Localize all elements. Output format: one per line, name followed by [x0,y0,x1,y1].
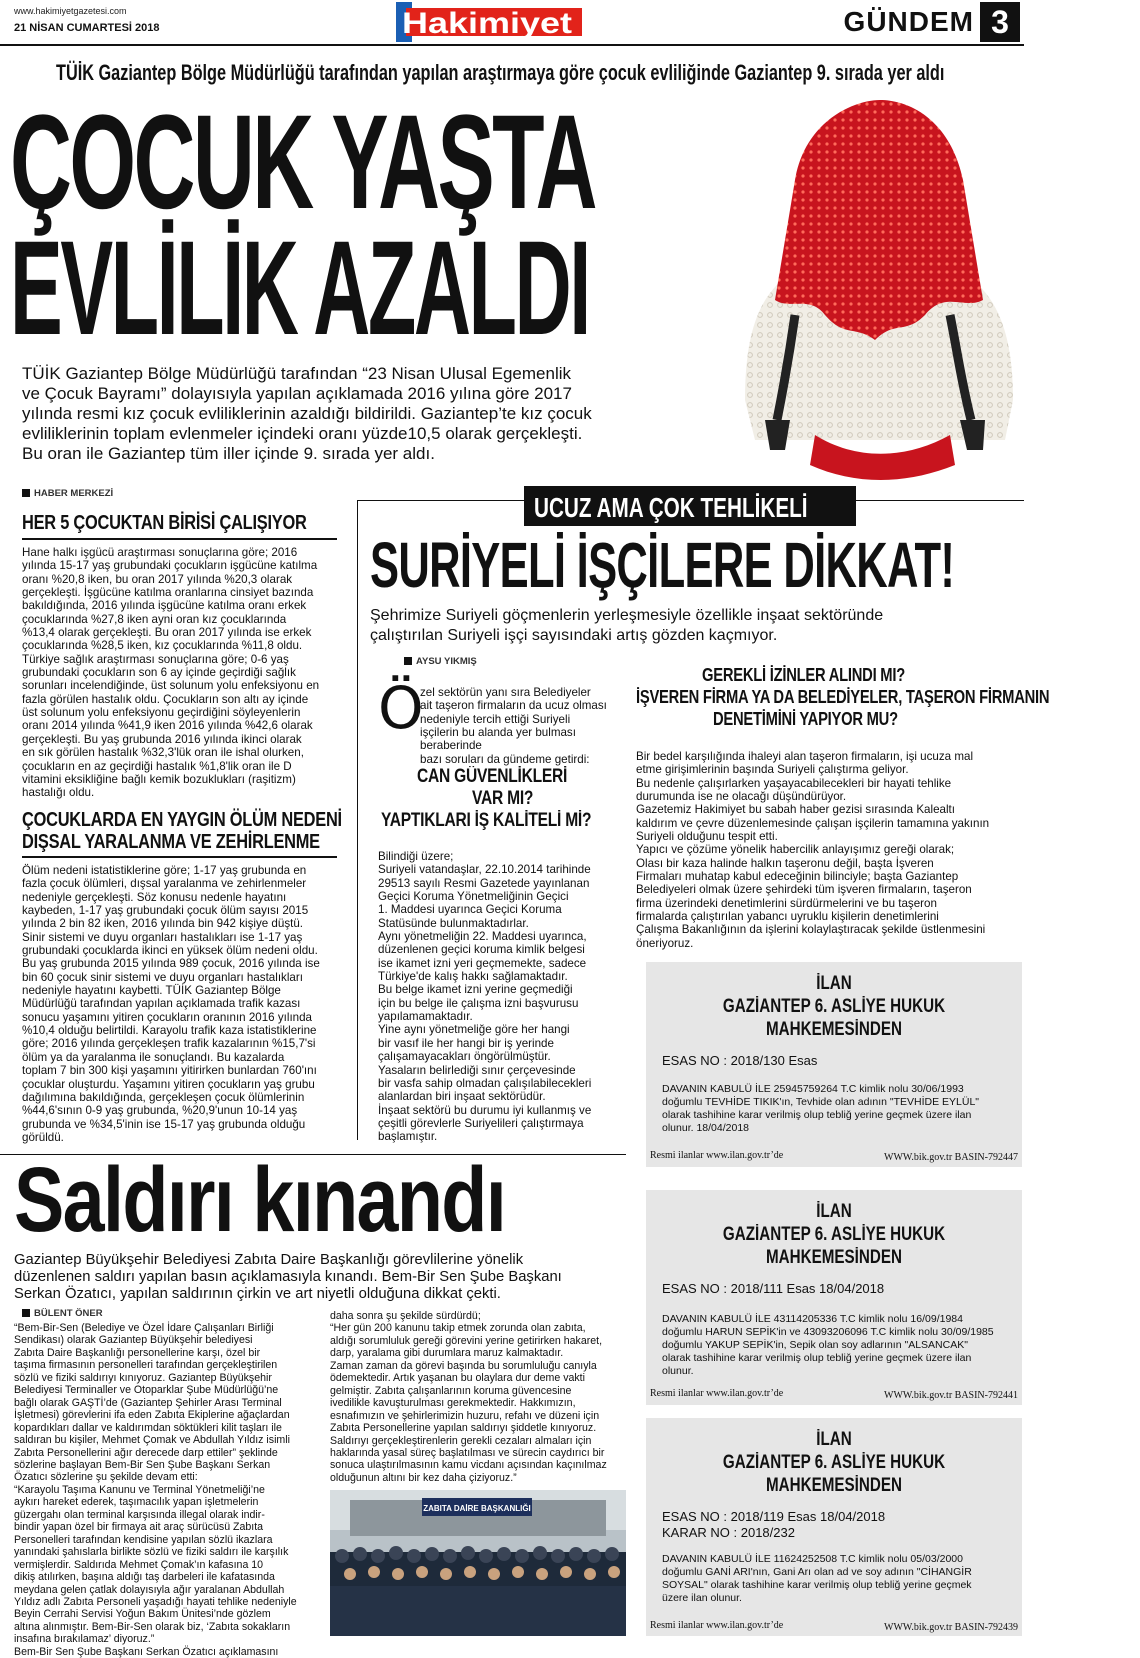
notice-body: DAVANIN KABULÜ İLE 25945759264 T.C kimlik nolu 30/06/1993 doğumlu TEVHİDE TIKIK'ın, Tevhide olan adının "TEVHİDE EYLÜL" olarak tashihine karar verilmiş olup tebliğ yerine geçmek üzere ilan olunur. 18/04/2018 [662,1083,980,1134]
lead-byline: HABER MERKEZİ [22,488,113,499]
photo-sign-text: ZABITA DAİRE BAŞKANLIĞI [423,1504,531,1513]
left-heading-2b: DIŞSAL YARALANMA VE ZEHİRLENME [22,831,320,853]
notice-esas: ESAS NO : 2018/130 Esas [662,1053,818,1068]
left-heading-rule-2 [22,856,337,858]
suriye-intro: zel sektörün yanı sıra Belediyeler ait taşeron firmaların da ucuz olması nedeniyle tercih ettiği Suriyeli işçilerin bu alanda yer bulması beraberinde bazı soruları da gündeme getirdi: [420,686,607,766]
notice-court: GAZİANTEP 6. ASLİYE HUKUK [722,996,946,1017]
suriye-summary: Şehrimize Suriyeli göçmenlerin yerleşmesiyle özellikle inşaat sektöründe çalıştırılan Suriyeli işçi sayısındaki artış gözden kaçmıyor. [370,607,884,644]
byline-marker [22,1309,30,1317]
saldiri-byline: BÜLENT ÖNER [22,1308,103,1319]
notice-court: GAZİANTEP 6. ASLİYE HUKUK [722,1224,946,1245]
notice-title: İLAN [816,1201,852,1222]
saldiri-col-2: daha sonra şu şekilde sürdürdü; “Her gün 200 kanunu takip etmek zorunda olan zabıta, aldığı sorumluluk gereği görevini yerine getirirken hakaret, darp, yaralama gibi durumlara maruz kalmaktadır. Zaman zaman da görevi başında bu sorumluluğu canıyla ödemektedir. Artık yaşanan bu olaylara dur deme vakti gelmiştir. Zabıta çalışanlarının koruma güvencesine ivedilikle kavuşturulması gerekmektedir. Hakkımızın, esnafımızın ve şehirlerimizin huzuru, refahı ve düzeni için Zabıta Personellerine yapılan saldırıyı şiddetle kınıyoruz. Saldırıyı gerçekleştirenlerin gerekli cezaları almaları için haklarında yasal süreç başlatılması ve sürecin caydırıcı bir sonuca ulaştırılmasının kamu vicdanı açısından kaçınılmaz olduğunun altını bir kez daha çiziyoruz.” [330,1310,607,1484]
suriye-banner: UCUZ AMA ÇOK TEHLİKELİ [534,492,808,523]
notice-title: İLAN [816,973,852,994]
notice-foot-right: WWW.bik.gov.tr BASIN-792439 [884,1622,1018,1633]
newspaper-logo [396,2,582,42]
suriye-byline: AYSU YIKMIŞ [404,656,477,667]
notice-foot-right: WWW.bik.gov.tr BASIN-792441 [884,1390,1018,1401]
notice-esas: ESAS NO : 2018/111 Esas 18/04/2018 [662,1281,885,1296]
byline-marker [22,489,30,497]
notice-foot-left: Resmi ilanlar www.ilan.gov.tr’de [650,1150,784,1161]
suriye-dropcap: Ö [378,674,424,742]
left-heading-rule [22,538,337,540]
suriye-text-2: Bir bedel karşılığında ihaleyi alan taşeron firmaların, işi ucuza mal etme girişimlerinin başında Suriyeli çalıştırma geliyor. Bu nedenle çalışırlarken yaşayacabilecekleri bir hayati tehlike durumunda ise ne olacağı düşündürüyor. Gazetemiz Hakimiyet bu sabah haber gezisi sırasında Kalealtı kaldırım ve çevre düzenlemesinde çalışan işçilerin tamamına yakının Suriyeli olduğunu tespit etti. Yapıcı ve çözüme yönelik habercilik anlayışımız gereği olarak; Olası bir kaza halinde halkın taşeronu değil, başta İşveren Firmaları muhatap kabul edeceğinin bilinciyle; başta Gaziantep Belediyeleri olmak üzere şehirdeki tüm işveren firmaların, taşeron firma üzerindeki denetimlerini sürdürmelerini ve bu taşeron firmalarda çalıştırılan yabancı uyruklu kişilerin denetimlerini Çalışma Bakanlığının da işlerini kolaylaştıracak şekilde üstlenmesini öneriyoruz. [636,750,990,950]
notice-title: İLAN [816,1429,852,1450]
page-number: 3 [980,2,1020,42]
notice-foot-left: Resmi ilanlar www.ilan.gov.tr’de [650,1388,784,1399]
left-heading-1: HER 5 ÇOCUKTAN BİRİSİ ÇALIŞIYOR [22,512,307,534]
suriye-subhead-1: CAN GÜVENLİKLERİ VAR MI? YAPTIKLARI İŞ KALİTELİ Mİ? [380,766,592,831]
lead-summary: TÜİK Gaziantep Bölge Müdürlüğü tarafından “23 Nisan Ulusal Egemenlik ve Çocuk Bayramı” dolayısıyla yapılan açıklamada 2016 yılına göre 2017 yılında resmi kız çocuk evliliklerinin azaldığı bildirildi. Gaziantep’te kız çocuk evliliklerinin toplam evlenmeler içindeki oranı yüzde10,5 olarak gerçekleşti. Bu oran ile Gaziantep tüm iller içinde 9. sırada yer aldı. [22,364,592,463]
lead-kicker: TÜİK Gaziantep Bölge Müdürlüğü tarafından yapılan araştırmaya göre çocuk evliliğinde Gaziantep 9. sırada yer aldı [56,60,945,85]
issue-date: 21 NİSAN CUMARTESİ 2018 [14,22,160,34]
byline-marker [404,657,412,665]
website-url: www.hakimiyetgazetesi.com [14,6,127,16]
suriye-frame-left [357,500,358,1140]
notice-court: GAZİANTEP 6. ASLİYE HUKUK [722,1452,946,1473]
notice-foot-left: Resmi ilanlar www.ilan.gov.tr’de [650,1620,784,1631]
left-text-1: Hane halkı işgücü araştırması sonuçlarına göre; 2016 yılında 15-17 yaş grubundaki çocukların işgücüne katılma oranı %20,8 iken, bu oran 2017 yılında %20,3 olarak gerçekleşti. İşgücüne katılma oranlarına cinsiyet bazında bakıldığında, 2016 yılında işgücüne katılma oranı erkek çocuklarında %27,8 iken ayni oran kız çocuklarında %13,4 olarak gerçekleşti. Bu oran 2017 yılında ise erkek çocuklarında %28,5 iken, kız çocuklarında %11,8 oldu. Türkiye sağlık araştırması sonuçlarına göre; 0-6 yaş grubundaki çocukların son 6 ay içinde geçirdiği sağlık sorunları incelendiğinde, üst solunum yolu enfeksiyonu en fazla görülen hastalık oldu. Çocukların son altı ay içinde üst solunum yolu enfeksiyonu geçirdiğini söyleyenlerin oranı 2014 yılında %41,9 iken 2016 yılında %42,6 olarak gerçekleşti. Bu yaş grubunda 2016 yılında ikinci olarak en sık görülen hastalık %32,3'lük oran ile ishal olurken, çocukların en az geçirdiği hastalık %1,8'lik oran ile D vitamini eksikliğine bağlı kemik bozuklukları (raşitizm) hastalığı oldu. [22,546,320,800]
notice-esas: ESAS NO : 2018/119 Esas 18/04/2018 [662,1509,886,1524]
logo-text: Hakimiyet [402,7,572,40]
notice-from: MAHKEMESİNDEN [766,1475,902,1496]
legal-notice-1 [646,962,1022,1167]
lead-headline-2: EVLİLİK AZALDI [10,214,589,363]
notice-foot-right: WWW.bik.gov.tr BASIN-792447 [884,1152,1018,1163]
left-text-2: Ölüm nedeni istatistiklerine göre; 1-17 yaş grubunda en fazla çocuk ölümleri, dışsal yaralanma ve zehirlenmeler nedeniyle gerçekleşti. Söz konusu nedenle hayatını kaybeden, 1-17 yaş grubundaki çocuk ölüm sayısı 2015 yılında 2 bin 82 iken, 2016 yılında bin 942 kişiye düştü. Sinir sistemi ve duyu organları hastalıkları ise 1-17 yaş grubundaki çocuklarda ikinci en yüksek ölüm nedeni oldu. Bu yaş grubunda 2015 yılında 989 çocuk, 2016 yılında ise bin 60 çocuk sinir sistemi ve duyu organları hastalıkları nedeniyle hayatını kaybetti. TÜİK Gaziantep Bölge Müdürlüğü tarafından yapılan açıklamada trafik kazası sonucu yaşamını yitiren çocukların oranının 2016 yılında %10,4 olduğu belirtildi. Karayolu trafik kaza istatistiklerine göre; 2016 yılında gerçekleşen trafik kazalarının %15,7'si ölüm ya da yaralanma ile sonuçlandı. Bu kazalarda toplam 7 bin 300 kişi yaşamını yitirirken bunlardan 760'ını çocuklar oluşturdu. Yaşamını yitiren çocukların yaş grubu dağılımına bakıldığında, gerçekleşen çocuk ölümlerinin %44,6'sının 0-9 yaş grubunda, %20,9'unun 10-14 yaş grubunda ve %34,5'inin ise 15-17 yaş grubunda olduğu görüldü. [22,864,320,1144]
press-group-photo [330,1490,626,1636]
veiled-girl-photo [735,100,1020,480]
notice-karar: KARAR NO : 2018/232 [662,1525,795,1540]
suriye-text-1: Bilindiği üzere; Suriyeli vatandaşlar, 22.10.2014 tarihinde 29513 sayılı Resmi Gazetede yayınlanan Geçici Koruma Yönetmeliğinin Geçici 1. Maddesi uyarınca Geçici Koruma Statüsünde bulunmaktadırlar. Aynı yönetmeliğin 22. Maddesi uyarınca, düzenlenen geçici koruma kimlik belgesi ise ikamet izni yeri geçmemekte, sadece Türkiye'de kalış hakkı sağlamaktadır. Bu belge ikamet izni yerine geçmediği için bu belge ile çalışma izni başvurusu yapılamamaktadır. Yine aynı yönetmeliğe göre her hangi bir vasıf ile her hangi bir iş yerinde çalışamayacakları öngörülmüştür. Yasaların belirlediği sınır çerçevesinde bir vasfa sahip olmadan çalışılabilecekleri alanlardan biri inşaat sektörüdür. İnşaat sektörü bu durumu iyi kullanmış ve çeşitli görevlerle Suriyelileri çalıştırmaya başlamıştır. [378,850,592,1144]
notice-from: MAHKEMESİNDEN [766,1247,902,1268]
saldiri-col-1: “Bem-Bir-Sen (Belediye ve Özel İdare Çalışanları Birliği Sendikası) olarak Gaziantep Büyükşehir belediyesi Zabıta Daire Başkanlığı personellerine karşı, özel bir taşıma firmasının personelleri tarafından gerçekleştirilen sözlü ve fiziki saldırıyı kınıyoruz. Gaziantep Büyükşehir Belediyesi Terminaller ve Otoparklar Şube Müdürlüğü’ne bağlı olarak GAŞTİ’de (Gaziantep Şehirler Arası Terminal İşletmesi) görevlerini ifa eden Zabıta Ekiplerine ağaçlardan kopardıkları dallar ve kaldırımdan söktükleri kilit taşları ile saldıran bu kişiler, Mehmet Çomak ve Abdullah Yıldız isimli Zabıta Personellerini ağır derecede darp ettiler” şeklinde sözlerine başlayan Bem-Bir Sen Şube Başkanı Serkan Özatıcı sözlerine şu şekilde devam etti: “Karayolu Taşıma Kanunu ve Terminal Yönetmeliği’ne aykırı hareket ederek, taşımacılık yapan işletmelerin güzergahı olan terminal karşısında illegal olarak indir- bindir yapan özel bir firmaya ait araç sürücüsü Zabıta Personelleri tarafından kendisine yapılan sözlü ikazlara yanındaki şahıslarla birlikte sözlü ve fiziki saldırı ile karşılık vermişlerdir. Saldırıda Mehmet Çomak’ın kafasına 10 dikiş atılırken, başına aldığı taş darbeleri ile kafatasında meydana gelen çatlak dolayısıyla ağır yaralanan Abdullah Yıldız adlı Zabıta Personeli yaşadığı hayati tehlike nedeniyle Beyin Cerrahi Servisi Yoğun Bakım Ünitesi’nde gözlem altına alınmıştır. Bem-Bir-Sen olarak biz, ‘Zabıta sokakların insafına bırakılamaz’ diyoruz.” Bem-Bir Sen Şube Başkanı Serkan Özatıcı açıklamasını [14,1322,297,1658]
lead-headline-1: ÇOCUK YAŞTA [10,88,595,237]
notice-from: MAHKEMESİNDEN [766,1019,902,1040]
section-title: GÜNDEM [843,6,974,37]
legal-notice-3 [646,1418,1022,1636]
saldiri-headline: Saldırı kınandı [14,1149,506,1251]
legal-notice-2 [646,1190,1022,1405]
notice-body: DAVANIN KABULÜ İLE 43114205336 T.C kimlik nolu 16/09/1984 doğumlu HARUN SEPİK'in ve 43093206096 T.C kimlik nolu 30/09/1985 doğumlu YAKUP SEPİK'in, Sepik olan soy adlarının "ALSANCAK" olarak tashihine karar verilmiş olup tebliğ yerine geçmek üzere ilan olunur. [662,1313,994,1377]
header-rule [0,44,1024,46]
saldiri-summary: Gaziantep Büyükşehir Belediyesi Zabıta Daire Başkanlığı görevlilerine yönelik düzenlenen saldırı yapılan basın açıklamasıyla kınandı. Bem-Bir Sen Şube Başkanı Serkan Özatıcı, yapılan saldırının çirkin ve art niyetli olduğuna dikkat çekti. [14,1252,562,1302]
left-heading-2a: ÇOCUKLARDA EN YAYGIN ÖLÜM NEDENİ [22,809,342,831]
suriye-subhead-2: GEREKLİ İZİNLER ALINDI MI? İŞVEREN FİRMA YA DA BELEDİYELER, TAŞERON FİRMANIN DENETİMİNİ YAPIYOR MU? [636,665,1050,729]
suriye-headline: SURİYELİ İŞÇİLERE DİKKAT! [370,529,955,601]
notice-body: DAVANIN KABULÜ İLE 11624252508 T.C kimlik nolu 05/03/2000 doğumlu GANİ ARI'nın, Gani Arı olan ad ve soy adının "CİHANGİR SOYSAL" olarak tashihine karar verilmiş olup tebliğ yerine geçmek üzere ilan olunur. [662,1553,972,1604]
